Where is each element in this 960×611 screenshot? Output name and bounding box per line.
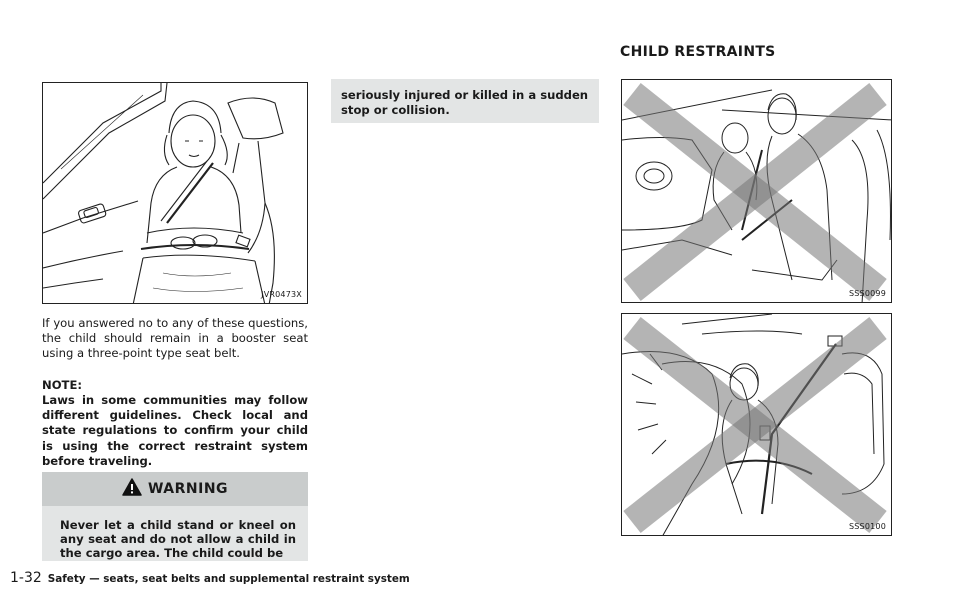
figure-code: SSS0100 bbox=[849, 522, 886, 531]
page-footer bbox=[10, 570, 410, 586]
figure-child-on-lap-prohibited bbox=[621, 79, 892, 303]
figure-child-booster-seat bbox=[42, 82, 308, 304]
warning-text: Never let a child stand or kneel on any seat and do not allow a child in the cargo area. The child could be bbox=[42, 506, 308, 561]
body-paragraph: If you answered no to any of these questions, the child should remain in a booster seat using a three-point type seat belt. bbox=[42, 316, 308, 361]
chapter-title: Safety — seats, seat belts and supplemental restraint system bbox=[47, 573, 410, 585]
note-text: Laws in some communities may follow different guidelines. Check local and state regulations to confirm your child is using the correct restraint system before traveling. bbox=[42, 393, 308, 468]
note-label: NOTE: bbox=[42, 378, 83, 392]
warning-triangle-icon bbox=[122, 478, 142, 500]
figure-code: JVR0473X bbox=[261, 290, 302, 299]
figure-code: SSS0099 bbox=[849, 289, 886, 298]
figure-child-front-airbag-prohibited bbox=[621, 313, 892, 536]
warning-title: WARNING bbox=[147, 481, 229, 497]
page-number: 1-32 bbox=[10, 570, 42, 586]
warning-text-continued: seriously injured or killed in a sudden stop or collision. bbox=[331, 79, 599, 123]
section-title: CHILD RESTRAINTS bbox=[620, 44, 776, 60]
warning-header bbox=[42, 472, 308, 506]
